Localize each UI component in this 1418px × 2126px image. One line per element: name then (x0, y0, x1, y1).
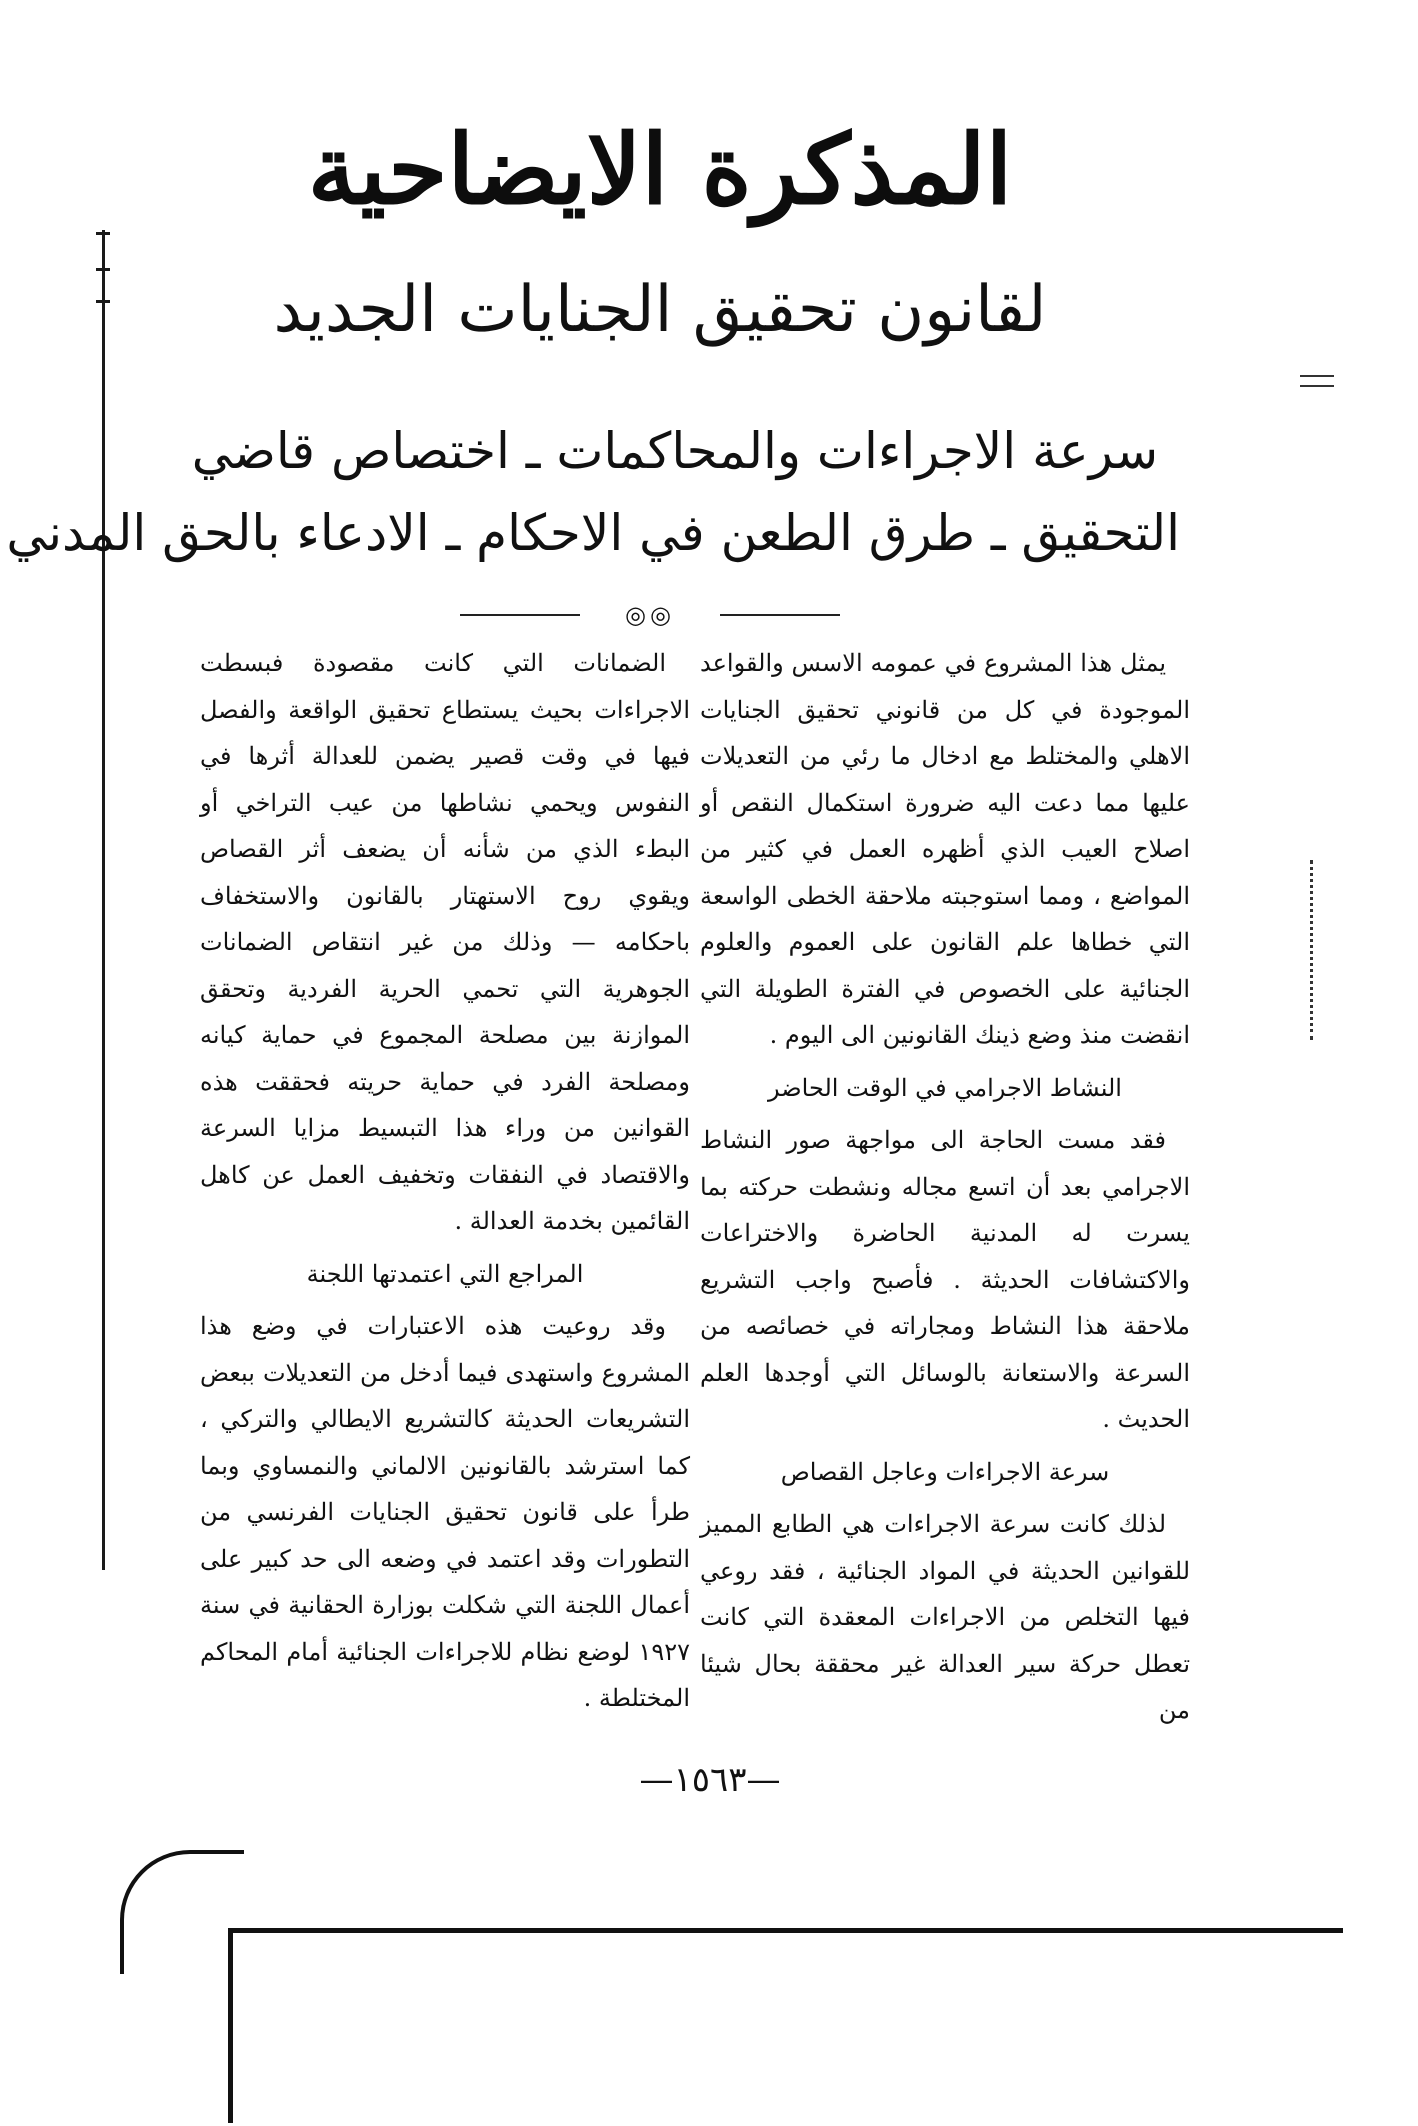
ornament-divider (460, 600, 840, 630)
page-number: —١٥٦٣— (639, 1760, 781, 1800)
scan-arc-mark (120, 1850, 244, 1974)
topics-heading (6, 410, 1180, 574)
topics-line-1: سرعة الاجراءات والمحاكمات ـ اختصاص قاضي (191, 422, 1159, 480)
paragraph: يمثل هذا المشروع في عمومه الاسس والقواعد الموجودة في كل من قانوني تحقيق الجنايات الاهلي والمختلط مع ادخال ما رئي من التعديلات عليها مما دعت اليه ضرورة استكمال النقص أو اصلاح العيب الذي أظهره العمل في كثير من المواضع ، ومما استوجبته ملاحقة الخطى الواسعة التي خطاها علم القانون على العموم والعلوم الجنائية على الخصوص في الفترة الطويلة التي انقضت منذ وضع ذينك القانونين الى اليوم . (700, 649, 1190, 1049)
scan-frame-edge (228, 1928, 1343, 2123)
margin-tick (96, 232, 110, 235)
topics-line-2: التحقيق ـ طرق الطعن في الاحكام ـ الادعاء بالحق المدني (6, 504, 1180, 562)
binding-margin-line (102, 230, 105, 1570)
section-heading: المراجع التي اعتمدتها اللجنة (306, 1259, 584, 1288)
paragraph: الضمانات التي كانت مقصودة فبسطت الاجراءات بحيث يستطاع تحقيق الواقعة والفصل فيها في وقت قصير يضمن للعدالة أثرها في النفوس ويحمي نشاطها من عيب التراخي أو البطء الذي من شأنه أن يضعف أثر القصاص ويقوي روح الاستهتار بالقانون والاستخفاف باحكامه — وذلك من غير انتقاص الضمانات الجوهرية التي تحمي الحرية الفردية وتحقق الموازنة بين مصلحة المجموع في حماية كيانه ومصلحة الفرد في حماية حريته فحققت هذه القوانين من وراء هذا التبسيط مزايا السرعة والاقتصاد في النفقات وتخفيف العمل عن كاهل القائمين بخدمة العدالة . (200, 649, 690, 1235)
ornament-rule-right (720, 614, 840, 616)
scan-mark (1300, 375, 1334, 387)
section-heading: سرعة الاجراءات وعاجل القصاص (780, 1457, 1110, 1486)
paragraph: لذلك كانت سرعة الاجراءات هي الطابع المميز للقوانين الحديثة في المواد الجنائية ، فقد روعي فيها التخلص من الاجراءات المعقدة التي كانت تعطل حركة سير العدالة غير محققة بحال شيئا من (700, 1510, 1190, 1724)
ornament-circles-icon: ◎◎ (625, 601, 675, 629)
margin-tick (96, 268, 110, 271)
document-subtitle: لقانون تحقيق الجنايات الجديد (273, 273, 1047, 347)
scan-dotted-mark (1310, 860, 1319, 1040)
paragraph: وقد روعيت هذه الاعتبارات في وضع هذا المشروع واستهدى فيما أدخل من التعديلات ببعض التشريعات الحديثة كالتشريع الايطالي والتركي ، كما استرشد بالقانونين الالماني والنمساوي وبما طرأ على قانون تحقيق الجنايات الفرنسي من التطورات وقد اعتمد في وضعه الى حد كبير على أعمال اللجنة التي شكلت بوزارة الحقانية في سنة ١٩٢٧ لوضع نظام للاجراءات الجنائية أمام المحاكم المختلطة . (200, 1312, 690, 1712)
right-column (700, 640, 1190, 1734)
ornament-rule-left (460, 614, 580, 616)
left-column (200, 640, 690, 1722)
margin-tick (96, 300, 110, 303)
section-heading: النشاط الاجرامي في الوقت الحاضر (768, 1073, 1122, 1102)
paragraph: فقد مست الحاجة الى مواجهة صور النشاط الاجرامي بعد أن اتسع مجاله ونشطت حركته بما يسرت له المدنية الحاضرة والاختراعات والاكتشافات الحديثة . فأصبح واجب التشريع ملاحقة هذا النشاط ومجاراته في خصائصه من السرعة والاستعانة بالوسائل التي أوجدها العلم الحديث . (700, 1126, 1190, 1433)
document-title: المذكرة الايضاحية (307, 113, 1013, 226)
